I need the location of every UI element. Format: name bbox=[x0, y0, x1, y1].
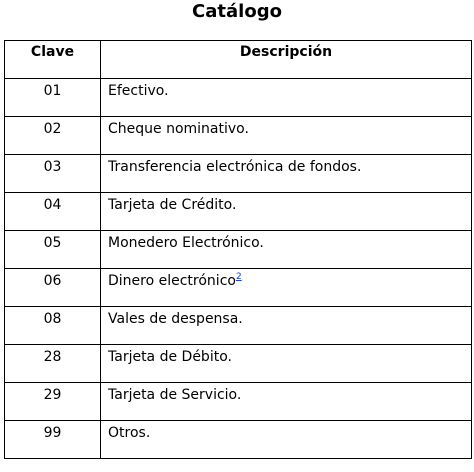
descripcion-cell bbox=[101, 383, 472, 421]
column-header-descripcion: Descripción bbox=[101, 41, 472, 79]
descripcion-cell bbox=[101, 421, 472, 459]
clave-cell: 99 bbox=[5, 421, 101, 459]
descripcion-text: Vales de despensa. bbox=[108, 311, 243, 327]
column-header-clave: Clave bbox=[5, 41, 101, 79]
clave-cell: 06 bbox=[5, 269, 101, 307]
footnote-link[interactable]: 2 bbox=[235, 272, 242, 282]
descripcion-text: Cheque nominativo. bbox=[108, 121, 249, 137]
descripcion-cell bbox=[101, 307, 472, 345]
table-row bbox=[5, 383, 472, 421]
descripcion-text: Transferencia electrónica de fondos. bbox=[108, 159, 362, 175]
clave-cell: 28 bbox=[5, 345, 101, 383]
table-row bbox=[5, 421, 472, 459]
table-row bbox=[5, 193, 472, 231]
descripcion-cell bbox=[101, 79, 472, 117]
table-header-row bbox=[5, 41, 472, 79]
table-row bbox=[5, 79, 472, 117]
descripcion-cell bbox=[101, 269, 472, 307]
table-row bbox=[5, 269, 472, 307]
descripcion-cell bbox=[101, 345, 472, 383]
descripcion-cell bbox=[101, 117, 472, 155]
descripcion-text: Dinero electrónico bbox=[108, 273, 236, 289]
clave-cell: 01 bbox=[5, 79, 101, 117]
descripcion-text: Tarjeta de Crédito. bbox=[108, 197, 237, 213]
table-row bbox=[5, 307, 472, 345]
catalog-title: Catálogo bbox=[192, 1, 282, 22]
table-row bbox=[5, 231, 472, 269]
clave-cell: 02 bbox=[5, 117, 101, 155]
table-row bbox=[5, 117, 472, 155]
clave-cell: 03 bbox=[5, 155, 101, 193]
clave-cell: 29 bbox=[5, 383, 101, 421]
descripcion-text: Monedero Electrónico. bbox=[108, 235, 264, 251]
catalog-table bbox=[4, 40, 472, 459]
descripcion-cell bbox=[101, 231, 472, 269]
table-row bbox=[5, 155, 472, 193]
clave-cell: 04 bbox=[5, 193, 101, 231]
descripcion-text: Otros. bbox=[108, 425, 151, 441]
descripcion-cell bbox=[101, 155, 472, 193]
table-row bbox=[5, 345, 472, 383]
descripcion-text: Efectivo. bbox=[108, 83, 169, 99]
clave-cell: 08 bbox=[5, 307, 101, 345]
descripcion-text: Tarjeta de Servicio. bbox=[108, 387, 242, 403]
descripcion-text: Tarjeta de Débito. bbox=[108, 349, 232, 365]
clave-cell: 05 bbox=[5, 231, 101, 269]
descripcion-cell bbox=[101, 193, 472, 231]
